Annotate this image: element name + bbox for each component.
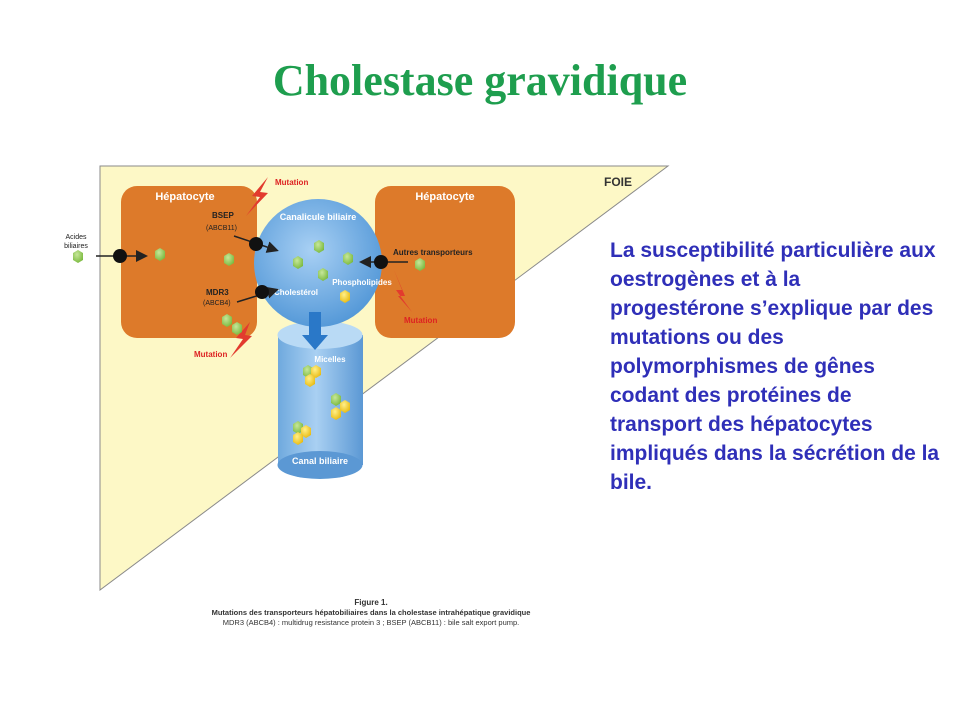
- mutation-label-right: Mutation: [404, 316, 438, 325]
- explanation-text: La susceptibilité particulière aux oestrogènes et à la progestérone s’explique par des mutations ou des polymorphismes de gênes codant des protéines de transport des hépatocytes impliqués dans la sécrétion de la bile.: [610, 239, 940, 494]
- figure-subtitle: Mutations des transporteurs hépatobiliaires dans la cholestase intrahépatique gravidique: [211, 608, 531, 617]
- bsep-code: (ABCB11): [206, 225, 237, 232]
- hepatocyte-right-label: Hépatocyte: [415, 191, 475, 203]
- figure-legend: MDR3 (ABCB4) : multidrug resistance protein 3 ; BSEP (ABCB11) : bile salt export pump.: [222, 618, 520, 627]
- canal-label: Canal biliaire: [291, 456, 349, 466]
- canalicule-label: Canalicule biliaire: [279, 212, 357, 222]
- cholesterol-label: Cholestérol: [273, 288, 319, 297]
- phospholipides-label: Phospholipides: [332, 278, 392, 287]
- mdr3-label: MDR3: [206, 288, 229, 297]
- hepatocyte-left-label: Hépatocyte: [155, 191, 215, 203]
- mutation-label-bottom-left: Mutation: [194, 350, 228, 359]
- bsep-label: BSEP: [212, 211, 234, 220]
- acides-label-line2: biliaires: [64, 243, 88, 250]
- transporter-dot-bsep: [249, 237, 263, 251]
- organ-label: FOIE: [604, 175, 633, 189]
- micelles-label: Micelles: [314, 355, 346, 364]
- mutation-label-top: Mutation: [275, 178, 309, 187]
- acides-label-line1: Acides: [65, 234, 87, 241]
- transporter-dot-autres: [374, 255, 388, 269]
- transporter-dot-entry: [113, 249, 127, 263]
- autres-transporteurs-label: Autres transporteurs: [393, 248, 473, 257]
- figure-label: Figure 1.: [354, 598, 388, 607]
- slide-title: Cholestase gravidique: [272, 56, 688, 105]
- figure-caption: [200, 598, 542, 628]
- transporter-dot-mdr3: [255, 285, 269, 299]
- mdr3-code: (ABCB4): [203, 300, 231, 307]
- hepatocyte-left: [121, 186, 257, 338]
